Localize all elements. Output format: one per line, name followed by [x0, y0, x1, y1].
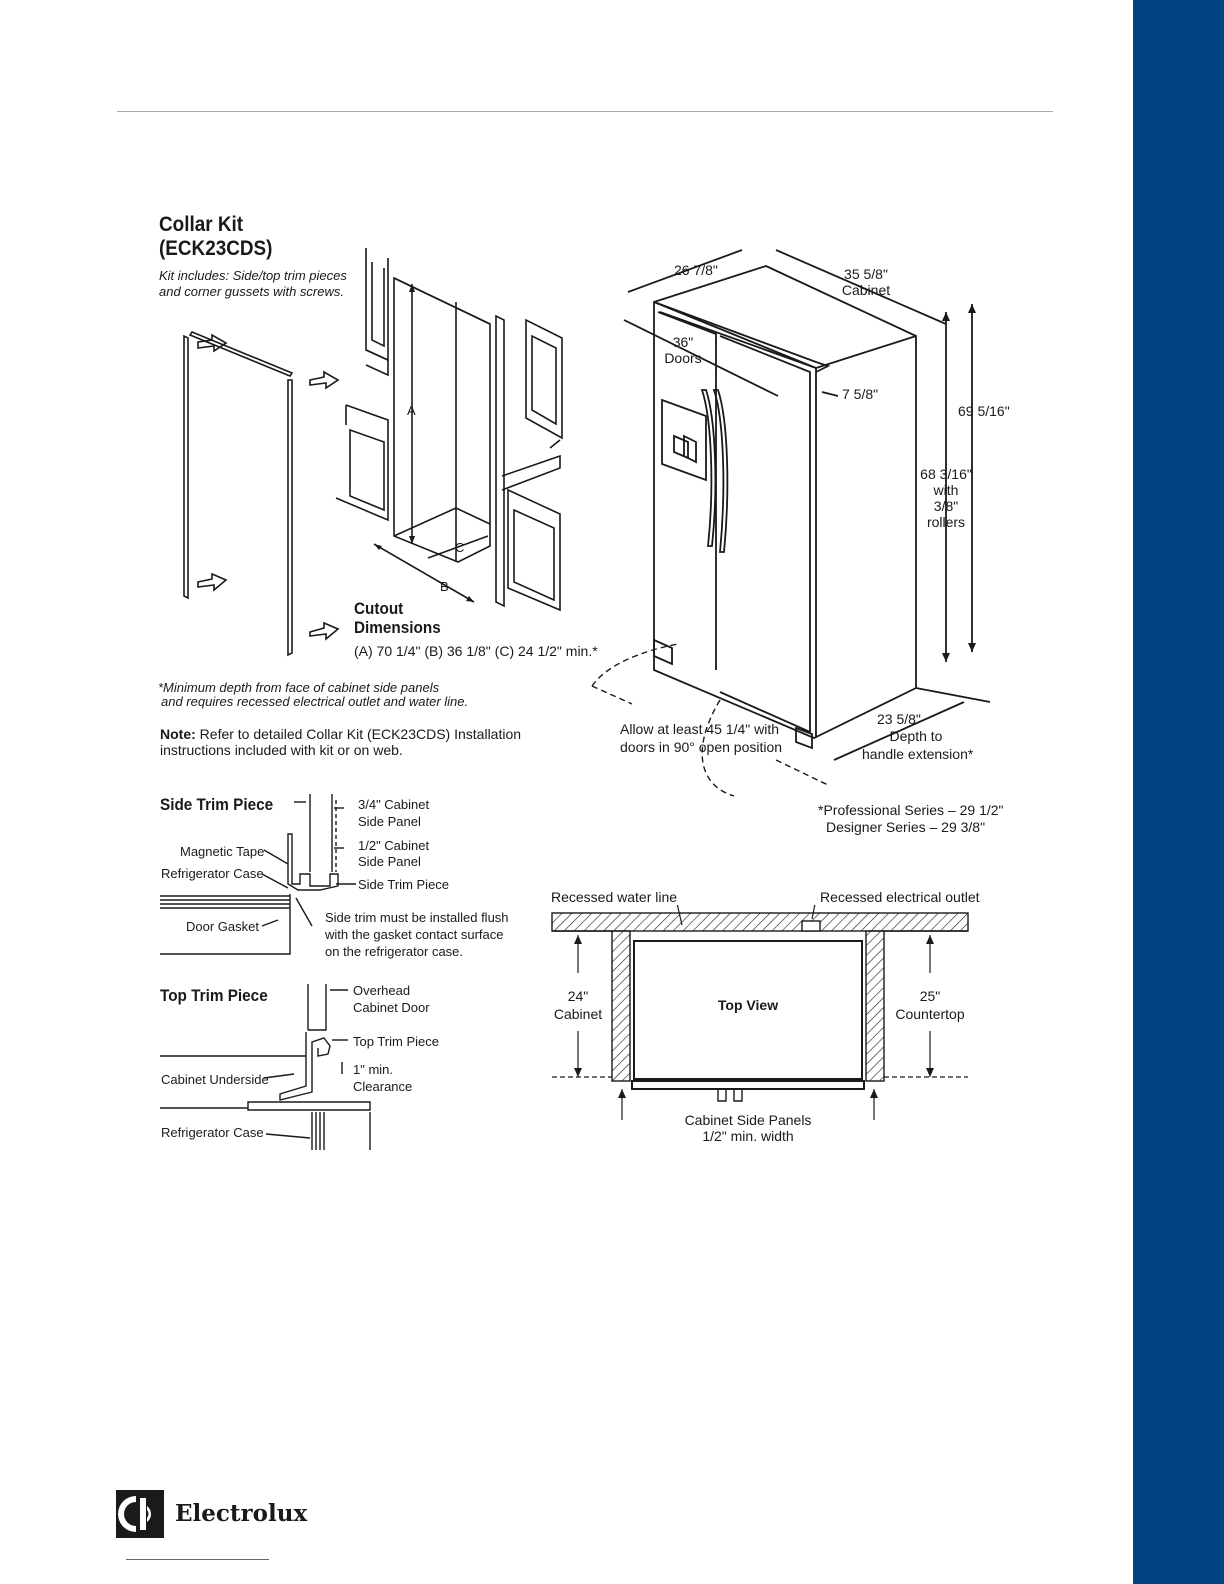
collar-kit-model: (ECK23CDS) [159, 237, 273, 260]
flush-note-1: Side trim must be installed flush [325, 910, 509, 925]
top-trim-piece-label: Top Trim Piece [353, 1034, 439, 1049]
fridge-cabinet-width: 35 5/8" [844, 266, 888, 282]
side-refrigerator-case-label: Refrigerator Case [161, 866, 264, 881]
brand-name: Electrolux [175, 1500, 308, 1527]
fridge-doors-label: Doors [664, 350, 702, 366]
side-trim-title: Side Trim Piece [160, 795, 274, 814]
dimension-label-b: B [440, 579, 449, 594]
side-panel-34-1: 3/4" Cabinet [358, 797, 430, 812]
fridge-height-rollers: 68 3/16" [920, 466, 972, 482]
clearance-1: 1" min. [353, 1062, 394, 1077]
water-line-label: Recessed water line [551, 889, 678, 905]
electrolux-logo-icon [116, 1490, 164, 1538]
clearance-2: Clearance [353, 1079, 413, 1094]
fridge-swing-2: doors in 90° open position [620, 739, 783, 755]
brand-sidebar [1133, 0, 1224, 1584]
cabinet-underside-label: Cabinet Underside [161, 1072, 269, 1087]
magnetic-tape-label: Magnetic Tape [180, 844, 265, 859]
fridge-with: with [933, 482, 959, 498]
countertop-depth-label: Countertop [895, 1006, 965, 1022]
side-panel-34-2: Side Panel [358, 814, 421, 829]
collar-kit-diagram [170, 240, 610, 660]
flush-note-3: on the refrigerator case. [325, 944, 464, 959]
cutout-title-2: Dimensions [354, 618, 441, 637]
top-trim-title: Top Trim Piece [160, 986, 268, 1005]
side-panel-12-2: Side Panel [358, 854, 421, 869]
dimension-label-c: C [455, 540, 465, 555]
series-designer: Designer Series – 29 3/8" [826, 819, 986, 835]
footnote-2: and requires recessed electrical outlet and water line. [161, 694, 469, 709]
note-line-1 [160, 726, 521, 743]
overhead-door-1: Overhead [353, 983, 411, 998]
top-view-title: Top View [717, 997, 779, 1013]
side-panel-12-1: 1/2" Cabinet [358, 838, 430, 853]
overhead-door-2: Cabinet Door [353, 1000, 430, 1015]
footnote-1: *Minimum depth from face of cabinet side panels [158, 680, 440, 695]
fridge-swing-1: Allow at least 45 1/4" with [620, 721, 780, 737]
cabinet-depth-value: 24" [567, 988, 589, 1004]
fridge-overall-height: 69 5/16" [958, 403, 1010, 419]
note-label: Note: [160, 726, 196, 742]
collar-kit-title: Collar Kit [159, 213, 244, 236]
side-trim-piece-label: Side Trim Piece [358, 877, 450, 892]
top-refrigerator-case-label: Refrigerator Case [161, 1125, 264, 1140]
side-panels-label-1: Cabinet Side Panels [684, 1112, 812, 1128]
note-line-2: instructions included with kit or on web. [160, 742, 403, 758]
door-gasket-label: Door Gasket [186, 919, 259, 934]
fridge-depth-label-1: Depth to [889, 728, 943, 744]
footer-link-underline [126, 1559, 269, 1560]
electrical-outlet-label: Recessed electrical outlet [820, 889, 980, 905]
countertop-depth-value: 25" [919, 988, 941, 1004]
series-professional: *Professional Series – 29 1/2" [818, 802, 1004, 818]
cutout-title-1: Cutout [354, 599, 404, 618]
cabinet-depth-label: Cabinet [553, 1006, 603, 1022]
side-panels-label-2: 1/2" min. width [702, 1128, 794, 1144]
flush-note-2: with the gasket contact surface [325, 927, 504, 942]
collar-kit-includes-1: Kit includes: Side/top trim pieces [159, 268, 347, 283]
fridge-doors-width: 36" [672, 334, 694, 350]
header-rule [117, 111, 1053, 112]
dimension-label-a: A [407, 403, 416, 418]
fridge-depth-value: 23 5/8" [877, 711, 921, 727]
note-text-1: Refer to detailed Collar Kit (ECK23CDS) Installation [199, 726, 522, 742]
fridge-roller-size: 3/8" [933, 498, 959, 514]
fridge-door-thickness: 7 5/8" [842, 386, 879, 402]
cutout-values: (A) 70 1/4" (B) 36 1/8" (C) 24 1/2" min.* [354, 643, 598, 659]
fridge-rollers: rollers [926, 514, 966, 530]
collar-kit-includes-2: and corner gussets with screws. [159, 284, 344, 299]
fridge-depth-label-2: handle extension* [862, 746, 974, 762]
fridge-width-top: 26 7/8" [674, 262, 718, 278]
fridge-cabinet-label: Cabinet [841, 282, 891, 298]
